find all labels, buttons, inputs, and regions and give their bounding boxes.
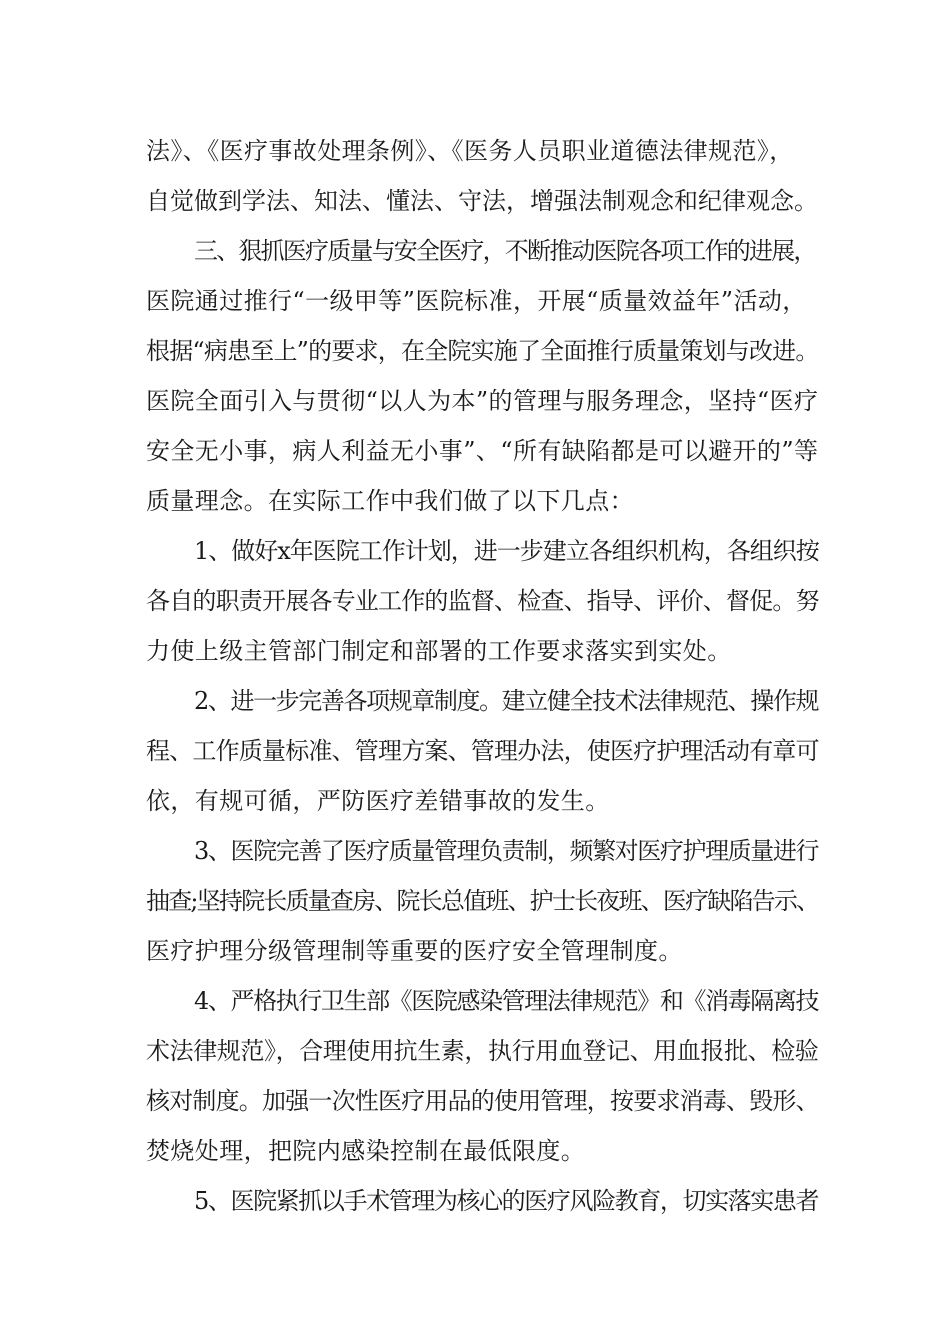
text-line: 自觉做到学法、知法、懂法、守法，增强法制观念和纪律观念。: [146, 187, 818, 215]
text-line: 医疗护理分级管理制等重要的医疗安全管理制度。: [146, 937, 683, 965]
text-line: 焚烧处理，把院内感染控制在最低限度。: [146, 1137, 586, 1165]
paragraph-start-line: 4、严格执行卫生部《医院感染管理法律规范》和《消毒隔离技: [194, 987, 819, 1015]
text-line: 各自的职责开展各专业工作的监督、检查、指导、评价、督促。努: [146, 587, 819, 615]
text-line: 根据“病患至上”的要求，在全院实施了全面推行质量策划与改进。: [146, 337, 819, 365]
paragraph-start-line: 三、狠抓医疗质量与安全医疗，不断推动医院各项工作的进展，: [194, 237, 816, 265]
text-line: 医院通过推行“一级甲等”医院标准，开展“质量效益年”活动，: [146, 287, 807, 315]
paragraph-start-line: 5、医院紧抓以手术管理为核心的医疗风险教育，切实落实患者: [194, 1187, 819, 1215]
text-line: 安全无小事，病人利益无小事”、“所有缺陷都是可以避开的”等: [146, 437, 819, 465]
text-line: 法》、《医疗事故处理条例》、《医务人员职业道德法律规范》，: [146, 137, 794, 165]
paragraph-start-line: 1、做好x年医院工作计划，进一步建立各组织机构，各组织按: [194, 537, 819, 565]
paragraph-start-line: 3、医院完善了医疗质量管理负责制，频繁对医疗护理质量进行: [194, 837, 819, 865]
text-line: 程、工作质量标准、管理方案、管理办法，使医疗护理活动有章可: [146, 737, 819, 765]
text-line: 核对制度。加强一次性医疗用品的使用管理，按要求消毒、毁形、: [146, 1087, 819, 1115]
text-line: 依，有规可循，严防医疗差错事故的发生。: [146, 787, 610, 815]
text-line: 术法律规范》，合理使用抗生素，执行用血登记、用血报批、检验: [146, 1037, 819, 1065]
text-line: 力使上级主管部门制定和部署的工作要求落实到实处。: [146, 637, 732, 665]
paragraph-start-line: 2、进一步完善各项规章制度。建立健全技术法律规范、操作规: [194, 687, 819, 715]
text-line: 抽查;坚持院长质量查房、院长总值班、护士长夜班、医疗缺陷告示、: [146, 887, 819, 915]
text-line: 医院全面引入与贯彻“以人为本”的管理与服务理念，坚持“医疗: [146, 387, 819, 415]
text-line: 质量理念。在实际工作中我们做了以下几点：: [146, 487, 634, 515]
